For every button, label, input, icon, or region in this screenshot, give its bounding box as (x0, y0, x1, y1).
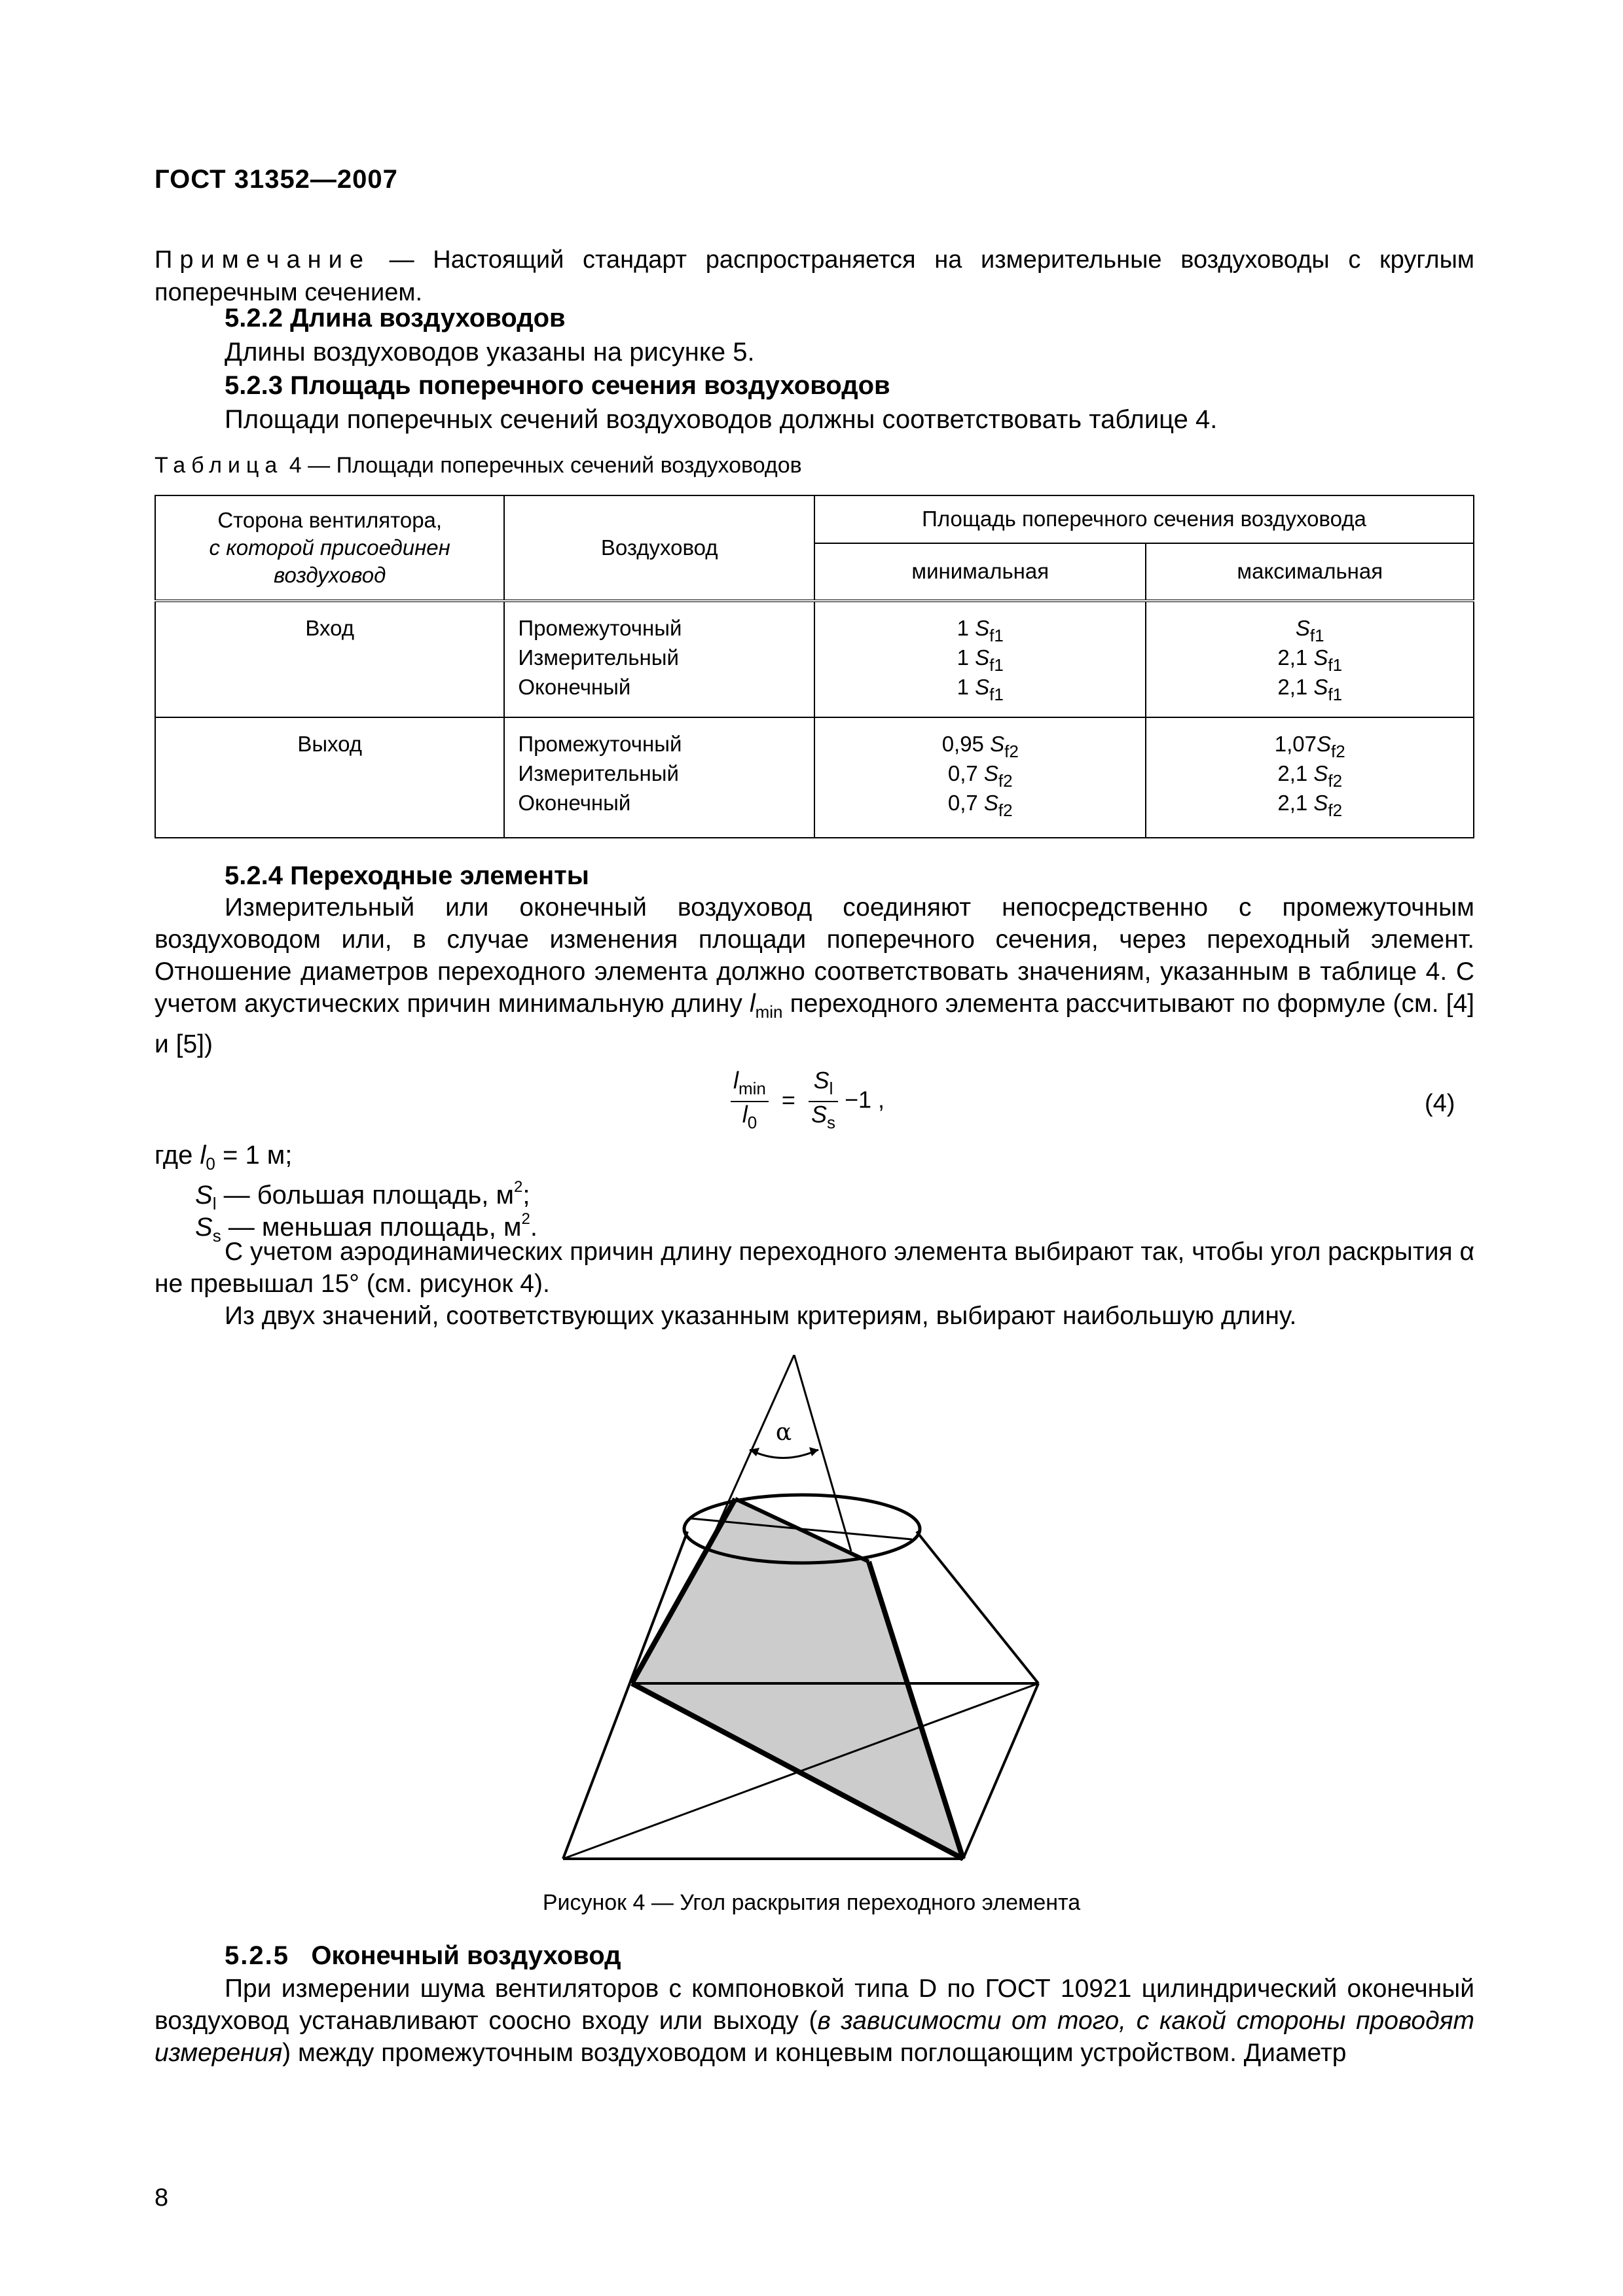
section-5-2-5-title: 5.2.5 Оконечный воздуховод (225, 1941, 621, 1970)
table-row-inlet (155, 601, 1474, 717)
formula-rhs-fraction: $\frac{S_l}{S_s}$ (809, 1068, 838, 1135)
min-value: 0,7 $S_{f2}$ (947, 761, 1013, 791)
section-5-2-4-paragraph-1 (155, 891, 1474, 1060)
table-header-fan-side (155, 495, 504, 601)
formula-4 (731, 1068, 884, 1135)
alpha-label: α (775, 1419, 792, 1446)
formula-tail: −1 , (845, 1086, 885, 1113)
where-s-large: $S_l$ — большая площадь, $м^2$; (195, 1178, 530, 1213)
max-value: $1,07S_{f2}$ (1274, 732, 1345, 761)
formula-equals: = (781, 1086, 795, 1113)
table-4 (155, 495, 1474, 838)
figure-4-caption: Рисунок 4 — Угол раскрытия переходного элемента (542, 1890, 1081, 1915)
table-cell-max (1146, 717, 1474, 838)
duct-name: Оконечный (518, 675, 631, 699)
shaded-section (632, 1499, 963, 1859)
alpha-arrow-right (809, 1447, 818, 1456)
section-5-2-5-paragraph: При измерении шума вентиляторов с компоновкой типа D по ГОСТ 10921 цилиндрический оконечный воздуховод устанавливают соосно входу или выходу (в зависимости от того, с какой стороны проводят измерения) между промежуточным воздуховодом и концевым поглощающим устройством. Диаметр (155, 1975, 1475, 2067)
where-l0: где $l_0 = 1$ м; (155, 1141, 293, 1174)
paragraph-text: Измерительный или оконечный воздуховод соединяют непосредственно с промежуточным воздуховодом или, в случае изменения площади поперечного сечения, через переходный элемент. Отношение диаметров переходного элемента должно соответствовать значениям, указанным в таблице 4. С учетом акустических причин минимальную длину (155, 893, 1474, 1018)
figure-4-transition-element (543, 1355, 1067, 1885)
section-5-2-4-title: 5.2.4 Переходные элементы (225, 861, 589, 890)
section-5-2-2-text: Длины воздуховодов указаны на рисунке 5. (225, 338, 755, 367)
alpha-symbol: α (1459, 1238, 1474, 1266)
table-header-duct: Воздуховод (504, 495, 814, 601)
max-value: 2,1 $S_{f1}$ (1277, 645, 1343, 675)
table-cell-min (814, 601, 1146, 717)
cone-line-right (794, 1355, 851, 1551)
table-header-max: максимальная (1146, 543, 1474, 601)
table-cell-ducts (504, 601, 814, 717)
duct-name: Промежуточный (518, 616, 682, 640)
table-header-area: Площадь поперечного сечения воздуховода (814, 495, 1474, 543)
table-header-min: минимальная (814, 543, 1146, 601)
max-value: 2,1 $S_{f1}$ (1277, 675, 1343, 704)
table-4-caption-label: Таблица (155, 453, 283, 478)
table-cell-min (814, 717, 1146, 838)
note-text: — Настоящий стандарт распространяется на измерительные воздуховоды с круглым поперечным сечением. (155, 246, 1474, 306)
min-value: 1 $S_{f1}$ (957, 616, 1004, 645)
frustum-right-edge (917, 1532, 1038, 1683)
alpha-arc (750, 1450, 818, 1458)
max-value: 2,1 $S_{f2}$ (1277, 761, 1343, 791)
duct-name: Оконечный (518, 791, 631, 815)
min-value: 0,95 $S_{f2}$ (941, 732, 1019, 761)
max-value: $S_{f1}$ (1295, 616, 1324, 645)
table-cell-ducts (504, 717, 814, 838)
table-4-caption (155, 453, 802, 478)
duct-name: Измерительный (518, 645, 679, 670)
page-number: 8 (155, 2184, 169, 2212)
duct-name: Измерительный (518, 761, 679, 785)
table-cell-max (1146, 601, 1474, 717)
table-cell-side: Вход (155, 601, 504, 717)
note-paragraph (155, 243, 1474, 309)
section-5-2-3-text: Площади поперечных сечений воздуховодов должны соответствовать таблице 4. (225, 405, 1218, 434)
min-value: 0,7 $S_{f2}$ (947, 791, 1013, 820)
max-value: 2,1 $S_{f2}$ (1277, 791, 1343, 820)
formula-lhs-fraction: $\frac{l_{min}}{l_0}$ (731, 1068, 769, 1135)
note-label: Примечание (155, 246, 371, 274)
frustum-right-lower (963, 1683, 1038, 1859)
min-value: 1 $S_{f1}$ (957, 645, 1004, 675)
table-4-caption-text: 4 — Площади поперечных сечений воздуховодов (289, 453, 802, 478)
duct-name: Промежуточный (518, 732, 682, 756)
where-s-small: $S_s$ — меньшая площадь, $м^2$. (195, 1210, 538, 1246)
section-5-2-3-title: 5.2.3 Площадь поперечного сечения воздуховодов (225, 371, 890, 400)
section-5-2-2-title: 5.2.2 Длина воздуховодов (225, 304, 566, 332)
var-sub: min (755, 1002, 783, 1022)
document-header: ГОСТ 31352—2007 (155, 165, 398, 194)
min-value: 1 $S_{f1}$ (957, 675, 1004, 704)
table-cell-side: Выход (155, 717, 504, 838)
var-l: l (749, 990, 756, 1018)
table-header-fan-side-text: Сторона вентилятора, (217, 508, 443, 532)
section-5-2-4-paragraph-3: Из двух значений, соответствующих указанным критериям, выбирают наибольшую длину. (225, 1302, 1297, 1330)
paragraph-text: переходного элемента рассчитывают по формуле (см. [4] и [5]) (155, 990, 1474, 1058)
formula-number: (4) (1425, 1090, 1455, 1117)
section-5-2-4-paragraph-2: С учетом аэродинамических причин длину переходного элемента выбирают так, чтобы угол раскрытия α не превышал 15° (см. рисунок 4). (155, 1238, 1474, 1298)
table-row-outlet (155, 717, 1474, 838)
table-header-fan-side-italic: с которой присоединен воздуховод (209, 535, 450, 587)
